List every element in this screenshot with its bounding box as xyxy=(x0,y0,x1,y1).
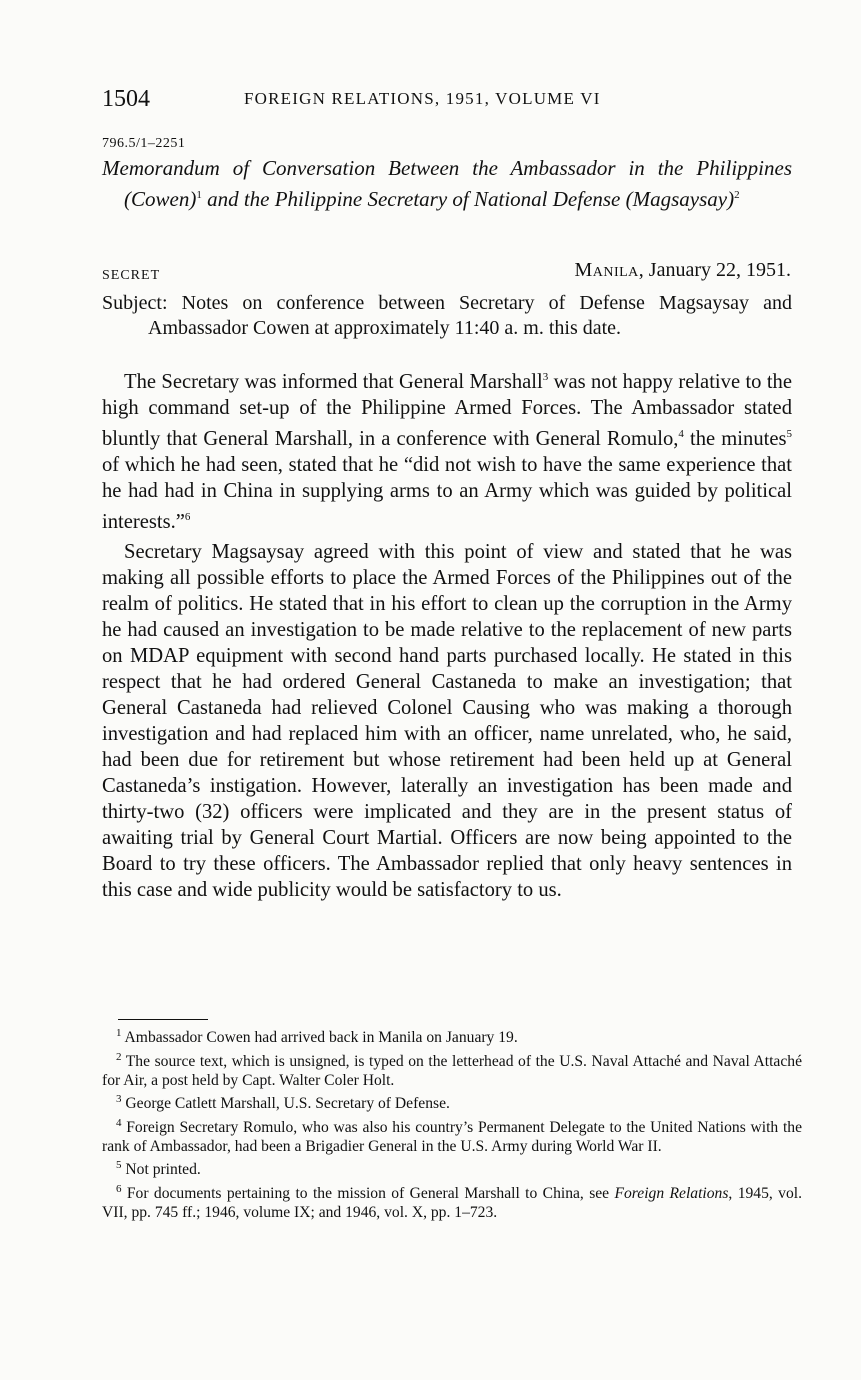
footnote-5 xyxy=(102,1156,802,1180)
footnote-1 xyxy=(102,1024,802,1048)
page-header xyxy=(102,86,792,116)
page-number: 1504 xyxy=(102,86,150,112)
footnote-ref-5: 5 xyxy=(786,427,792,440)
footnote-text: Ambassador Cowen had arrived back in Manila on January 19. xyxy=(124,1029,518,1047)
footnote-number: 1 xyxy=(116,1027,122,1039)
footnote-2 xyxy=(102,1048,802,1090)
footnote-number: 2 xyxy=(116,1050,122,1063)
footnote-ref-3: 3 xyxy=(542,371,549,383)
classification-marking: SECRET xyxy=(102,268,161,283)
footnote-text: Foreign Secretary Romulo, who was also his country’s Permanent Delegate to the United Nations with the rank of Ambassador, had been a Brigadier General in the U.S. Army during World War II. xyxy=(102,1119,802,1155)
footnote-3 xyxy=(102,1090,802,1114)
para1-text-d: of which he had seen, stated that he “did not wish to have the same experience that he had had in China in supplying arms to an Army which was guided by political interests.” xyxy=(102,453,792,533)
footnote-4 xyxy=(102,1114,802,1156)
dateline-date: , January 22, 1951. xyxy=(638,259,791,281)
body-paragraph-1 xyxy=(102,364,792,535)
title-part-2: and the Philippine Secretary of National Defense (Magsaysay) xyxy=(201,187,735,211)
title-footnote-ref-1: 1 xyxy=(196,189,202,201)
para1-text-c: the minutes xyxy=(683,427,787,450)
file-number: 796.5/1–2251 xyxy=(102,136,186,151)
footnote-text: The source text, which is unsigned, is typed on the letterhead of the U.S. Naval Attaché and Naval Attaché for Air, a post held by Capt. Walter Coler Holt. xyxy=(102,1052,802,1089)
footnote-divider xyxy=(118,1019,208,1020)
body-paragraph-2: Secretary Magsaysay agreed with this point of view and stated that he was making all possible efforts to place the Armed Forces of the Philippines out of the realm of politics. He stated that in his effort to clean up the corruption in the Army he had caused an investigation to be made relative to the replacement of new parts on MDAP equipment with second hand parts purchased locally. He stated in this respect that he had ordered General Castaneda to make an investigation; that General Castaneda had relieved Colonel Causing who was making a thorough investigation and had replaced him with an officer, name unrelated, who, he said, had been due for retirement but whose retirement had been held up at General Castaneda’s instigation. However, laterally an investigation has been made and thirty-two (32) officers were implicated and they are in the present status of awaiting trial by General Court Martial. Officers are now being appointed to the Board to try these officers. The Ambassador replied that only heavy sentences in this case and wide publicity would be satisfactory to us. xyxy=(102,540,792,901)
footnote-ref-4: 4 xyxy=(678,427,684,440)
title-footnote-ref-2: 2 xyxy=(734,189,740,201)
footnote-text-tail: , 1945, vol. VII, pp. 745 ff.; 1946, volume IX; and 1946, vol. X, pp. 1–723. xyxy=(102,1185,802,1221)
running-head: FOREIGN RELATIONS, 1951, VOLUME VI xyxy=(244,89,601,108)
dateline-place: Manila xyxy=(574,259,639,281)
subject-line: Subject: Notes on conference between Secretary of Defense Magsaysay and Ambassador Cowen at approximately 11:40 a. m. this date. xyxy=(102,292,792,339)
title-part-1: Memorandum of Conversation Between the Ambassador in the Philippines (Cowen) xyxy=(102,156,792,211)
footnote-text: For documents pertaining to the mission of General Marshall to China, see xyxy=(126,1185,615,1203)
para1-text-a: The Secretary was informed that General Marshall xyxy=(124,370,543,393)
footnote-text: George Catlett Marshall, U.S. Secretary of Defense. xyxy=(125,1095,450,1113)
dateline xyxy=(574,259,791,282)
footnote-ref-6: 6 xyxy=(184,510,191,523)
memorandum-body xyxy=(102,364,792,907)
footnote-number: 6 xyxy=(116,1183,122,1196)
footnote-number: 5 xyxy=(116,1159,122,1172)
footnote-6 xyxy=(102,1180,802,1222)
footnote-number: 3 xyxy=(116,1093,122,1106)
footnote-text: Not printed. xyxy=(125,1161,201,1179)
para1-text-b: was not happy relative to the high command set-up of the Philippine Armed Forces. The Ambassador stated bluntly that General Marshall, in a conference with General Romulo, xyxy=(102,370,792,450)
footnotes xyxy=(102,1024,802,1222)
document-title xyxy=(102,155,792,213)
footnote-series-title: Foreign Relations xyxy=(614,1185,729,1203)
footnote-number: 4 xyxy=(116,1116,122,1129)
